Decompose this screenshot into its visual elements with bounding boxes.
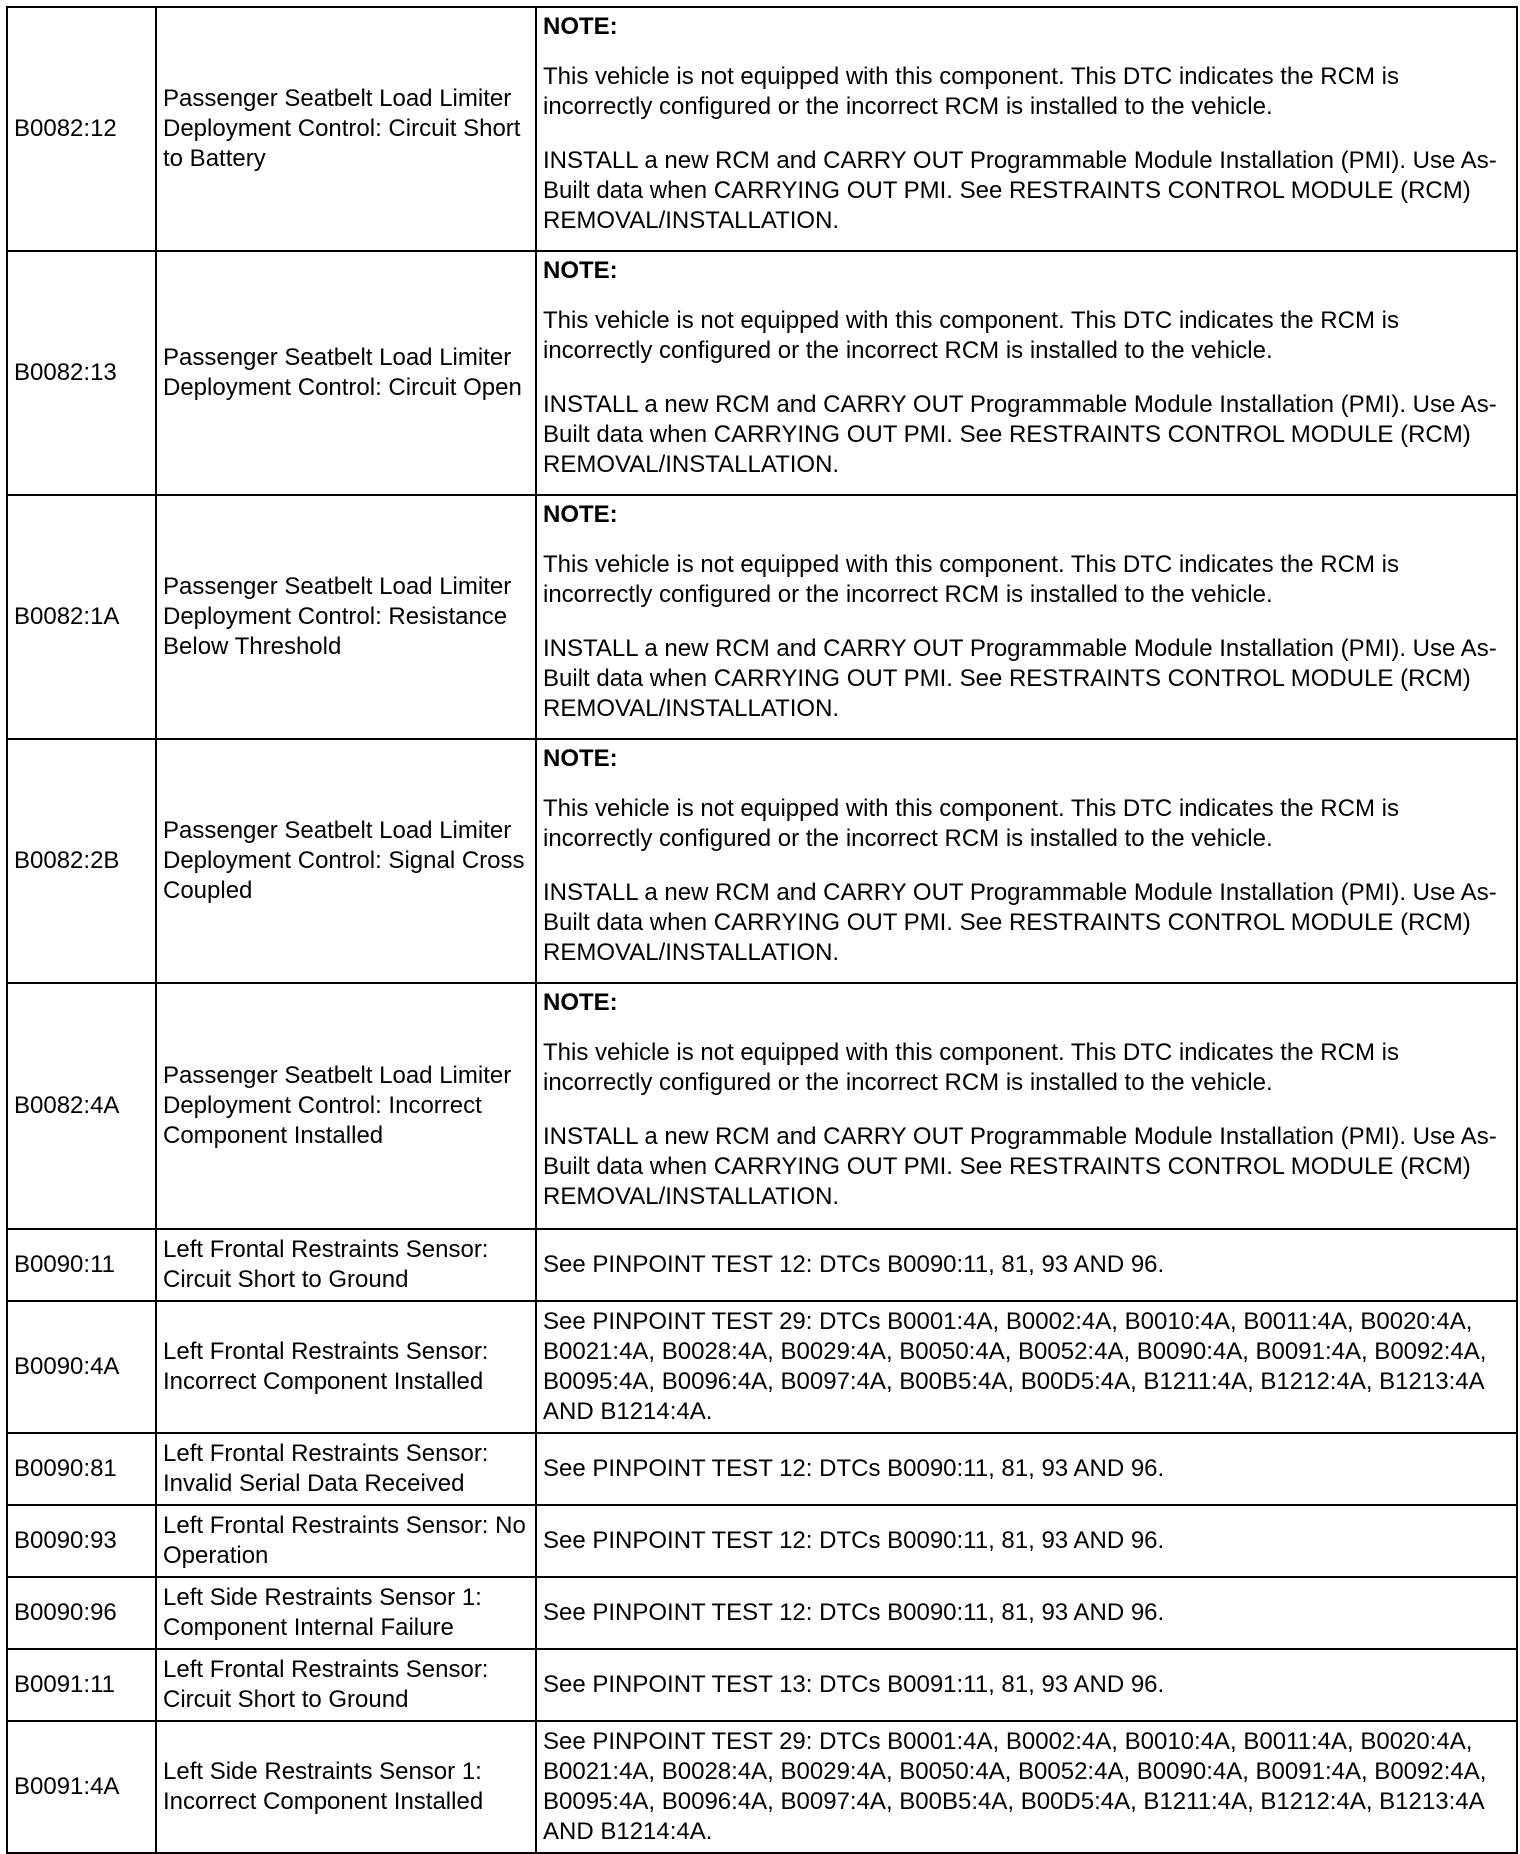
- dtc-description: Passenger Seatbelt Load Limiter Deployment Control: Resistance Below Threshold: [156, 495, 536, 739]
- dtc-description: Left Frontal Restraints Sensor: Invalid Serial Data Received: [156, 1433, 536, 1505]
- dtc-description: Passenger Seatbelt Load Limiter Deployment Control: Circuit Short to Battery: [156, 7, 536, 251]
- pinpoint-test-link[interactable]: See PINPOINT TEST 12: DTCs B0090:11, 81, 93 AND 96.: [536, 1433, 1517, 1505]
- note-text: This vehicle is not equipped with this component. This DTC indicates the RCM is incorrectly configured or the incorrect RCM is installed to the vehicle.: [543, 63, 1399, 120]
- dtc-code: B0090:93: [7, 1505, 156, 1577]
- table-row: [7, 1577, 1517, 1649]
- note-text: This vehicle is not equipped with this component. This DTC indicates the RCM is incorrectly configured or the incorrect RCM is installed to the vehicle.: [543, 307, 1399, 364]
- dtc-table: [6, 6, 1518, 1854]
- dtc-description: Left Frontal Restraints Sensor: No Operation: [156, 1505, 536, 1577]
- dtc-description: Passenger Seatbelt Load Limiter Deployment Control: Incorrect Component Installed: [156, 983, 536, 1229]
- table-row: [7, 495, 1517, 739]
- note-heading: NOTE:: [543, 257, 618, 284]
- pinpoint-test-link[interactable]: See PINPOINT TEST 12: DTCs B0090:11, 81, 93 AND 96.: [536, 1505, 1517, 1577]
- note-text: This vehicle is not equipped with this component. This DTC indicates the RCM is incorrectly configured or the incorrect RCM is installed to the vehicle.: [543, 551, 1399, 608]
- dtc-description: Left Frontal Restraints Sensor: Circuit Short to Ground: [156, 1229, 536, 1301]
- table-row: [7, 983, 1517, 1229]
- dtc-description: Left Frontal Restraints Sensor: Incorrect Component Installed: [156, 1301, 536, 1433]
- table-row: [7, 1649, 1517, 1721]
- dtc-description: Left Frontal Restraints Sensor: Circuit Short to Ground: [156, 1649, 536, 1721]
- dtc-description: Passenger Seatbelt Load Limiter Deployment Control: Circuit Open: [156, 251, 536, 495]
- dtc-code: B0090:4A: [7, 1301, 156, 1433]
- dtc-code: B0082:4A: [7, 983, 156, 1229]
- action-text: INSTALL a new RCM and CARRY OUT Programmable Module Installation (PMI). Use As-Built data when CARRYING OUT PMI. See RESTRAINTS CONTROL MODULE (RCM) REMOVAL/INSTALLATION.: [543, 391, 1497, 478]
- dtc-description: Passenger Seatbelt Load Limiter Deployment Control: Signal Cross Coupled: [156, 739, 536, 983]
- note-heading: NOTE:: [543, 989, 618, 1016]
- pinpoint-test-link[interactable]: See PINPOINT TEST 12: DTCs B0090:11, 81, 93 AND 96.: [536, 1577, 1517, 1649]
- dtc-code: B0082:13: [7, 251, 156, 495]
- action-cell: [536, 251, 1517, 495]
- action-text: INSTALL a new RCM and CARRY OUT Programmable Module Installation (PMI). Use As-Built data when CARRYING OUT PMI. See RESTRAINTS CONTROL MODULE (RCM) REMOVAL/INSTALLATION.: [543, 1123, 1497, 1210]
- pinpoint-test-link[interactable]: See PINPOINT TEST 29: DTCs B0001:4A, B0002:4A, B0010:4A, B0011:4A, B0020:4A, B0021:4A, B0028:4A, B0029:4A, B0050:4A, B0052:4A, B0090:4A, B0091:4A, B0092:4A, B0095:4A, B0096:4A, B0097:4A, B00B5:4A, B00D5:4A, B1211:4A, B1212:4A, B1213:4A AND B1214:4A.: [536, 1721, 1517, 1853]
- pinpoint-test-link[interactable]: See PINPOINT TEST 13: DTCs B0091:11, 81, 93 AND 96.: [536, 1649, 1517, 1721]
- table-row: [7, 251, 1517, 495]
- table-row: [7, 1433, 1517, 1505]
- action-text: INSTALL a new RCM and CARRY OUT Programmable Module Installation (PMI). Use As-Built data when CARRYING OUT PMI. See RESTRAINTS CONTROL MODULE (RCM) REMOVAL/INSTALLATION.: [543, 635, 1497, 722]
- table-row: [7, 7, 1517, 251]
- dtc-code: B0082:2B: [7, 739, 156, 983]
- dtc-description: Left Side Restraints Sensor 1: Component Internal Failure: [156, 1577, 536, 1649]
- dtc-description: Left Side Restraints Sensor 1: Incorrect Component Installed: [156, 1721, 536, 1853]
- action-text: INSTALL a new RCM and CARRY OUT Programmable Module Installation (PMI). Use As-Built data when CARRYING OUT PMI. See RESTRAINTS CONTROL MODULE (RCM) REMOVAL/INSTALLATION.: [543, 147, 1497, 234]
- table-row: [7, 1505, 1517, 1577]
- action-cell: [536, 739, 1517, 983]
- action-cell: [536, 7, 1517, 251]
- pinpoint-test-link[interactable]: See PINPOINT TEST 29: DTCs B0001:4A, B0002:4A, B0010:4A, B0011:4A, B0020:4A, B0021:4A, B0028:4A, B0029:4A, B0050:4A, B0052:4A, B0090:4A, B0091:4A, B0092:4A, B0095:4A, B0096:4A, B0097:4A, B00B5:4A, B00D5:4A, B1211:4A, B1212:4A, B1213:4A AND B1214:4A.: [536, 1301, 1517, 1433]
- note-heading: NOTE:: [543, 13, 618, 40]
- dtc-code: B0090:11: [7, 1229, 156, 1301]
- note-heading: NOTE:: [543, 501, 618, 528]
- table-row: [7, 1229, 1517, 1301]
- action-text: INSTALL a new RCM and CARRY OUT Programmable Module Installation (PMI). Use As-Built data when CARRYING OUT PMI. See RESTRAINTS CONTROL MODULE (RCM) REMOVAL/INSTALLATION.: [543, 879, 1497, 966]
- dtc-code: B0082:1A: [7, 495, 156, 739]
- dtc-code: B0082:12: [7, 7, 156, 251]
- table-row: [7, 1301, 1517, 1433]
- dtc-code: B0091:4A: [7, 1721, 156, 1853]
- note-heading: NOTE:: [543, 745, 618, 772]
- action-cell: [536, 495, 1517, 739]
- dtc-code: B0091:11: [7, 1649, 156, 1721]
- note-text: This vehicle is not equipped with this component. This DTC indicates the RCM is incorrectly configured or the incorrect RCM is installed to the vehicle.: [543, 1039, 1399, 1096]
- table-row: [7, 739, 1517, 983]
- dtc-code: B0090:81: [7, 1433, 156, 1505]
- pinpoint-test-link[interactable]: See PINPOINT TEST 12: DTCs B0090:11, 81, 93 AND 96.: [536, 1229, 1517, 1301]
- action-cell: [536, 983, 1517, 1229]
- note-text: This vehicle is not equipped with this component. This DTC indicates the RCM is incorrectly configured or the incorrect RCM is installed to the vehicle.: [543, 795, 1399, 852]
- dtc-code: B0090:96: [7, 1577, 156, 1649]
- table-row: [7, 1721, 1517, 1853]
